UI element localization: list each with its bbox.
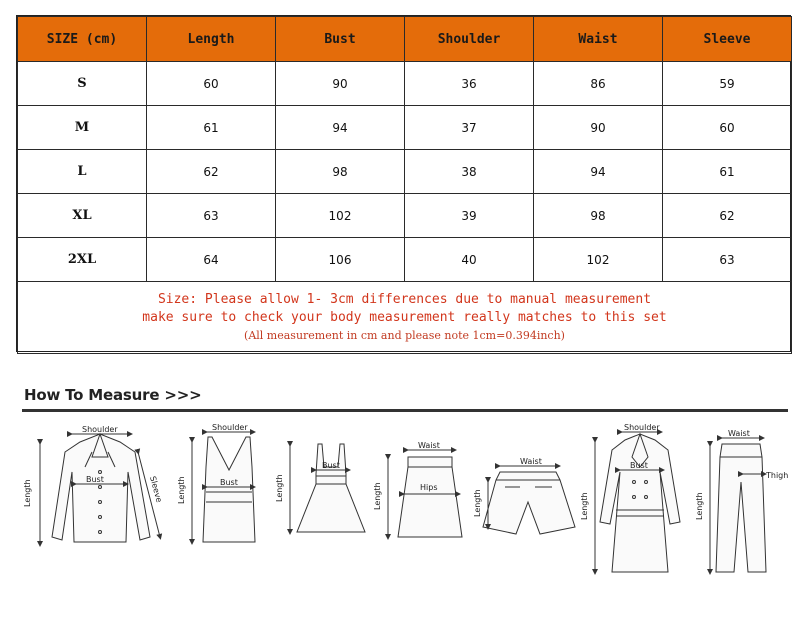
coat-bust-label: Bust	[630, 461, 648, 470]
tank-top-illustration	[192, 432, 255, 542]
size-cell: 2XL	[18, 238, 147, 282]
sleeve-cell: 61	[663, 150, 792, 194]
bust-cell: 94	[276, 106, 405, 150]
skirt-hips-label: Hips	[420, 483, 438, 492]
length-cell: 61	[147, 106, 276, 150]
blouse-illustration	[40, 434, 160, 544]
table-row	[18, 150, 792, 194]
shorts-waist-label: Waist	[520, 457, 542, 466]
dress-length-label: Length	[275, 474, 284, 502]
shoulder-cell: 38	[405, 150, 534, 194]
table-header-row	[18, 17, 792, 62]
size-cell: L	[18, 150, 147, 194]
trousers-waist-label: Waist	[728, 429, 750, 438]
table-row	[18, 194, 792, 238]
blouse-sleeve-label: Sleeve	[148, 475, 164, 504]
waist-cell: 94	[534, 150, 663, 194]
shoulder-cell: 37	[405, 106, 534, 150]
header-length: Length	[147, 17, 276, 62]
bust-cell: 102	[276, 194, 405, 238]
length-cell: 64	[147, 238, 276, 282]
skirt-illustration	[388, 450, 462, 537]
waist-cell: 90	[534, 106, 663, 150]
shorts-length-label: Length	[473, 489, 482, 517]
tank-bust-label: Bust	[220, 478, 238, 487]
bust-cell: 98	[276, 150, 405, 194]
note-line-1: Size: Please allow 1- 3cm differences due to manual measurement	[157, 291, 652, 307]
note-row	[18, 282, 792, 354]
sleeve-cell: 62	[663, 194, 792, 238]
trousers-thigh-label: Thigh	[766, 471, 789, 480]
header-size: SIZE (cm)	[18, 17, 147, 62]
note-line-2: make sure to check your body measurement really matches to this set	[142, 309, 667, 325]
coat-illustration	[595, 432, 680, 572]
sleeve-cell: 60	[663, 106, 792, 150]
size-cell: XL	[18, 194, 147, 238]
table-row	[18, 238, 792, 282]
tank-length-label: Length	[177, 476, 186, 504]
shoulder-cell: 40	[405, 238, 534, 282]
length-cell: 60	[147, 62, 276, 106]
coat-shoulder-label: Shoulder	[624, 423, 660, 432]
tank-shoulder-label: Shoulder	[212, 423, 248, 432]
sleeve-cell: 63	[663, 238, 792, 282]
bust-cell: 90	[276, 62, 405, 106]
skirt-length-label: Length	[373, 482, 382, 510]
blouse-bust-label: Bust	[86, 475, 104, 484]
header-waist: Waist	[534, 17, 663, 62]
skirt-waist-label: Waist	[418, 441, 440, 450]
table-row	[18, 106, 792, 150]
header-bust: Bust	[276, 17, 405, 62]
header-sleeve: Sleeve	[663, 17, 792, 62]
length-cell: 62	[147, 150, 276, 194]
measurement-note	[18, 282, 792, 354]
table-row	[18, 62, 792, 106]
trousers-illustration	[710, 438, 766, 572]
sleeve-cell: 59	[663, 62, 792, 106]
length-cell: 63	[147, 194, 276, 238]
waist-cell: 102	[534, 238, 663, 282]
shoulder-cell: 36	[405, 62, 534, 106]
waist-cell: 98	[534, 194, 663, 238]
blouse-shoulder-label: Shoulder	[82, 425, 118, 434]
waist-cell: 86	[534, 62, 663, 106]
bust-cell: 106	[276, 238, 405, 282]
blouse-length-label: Length	[23, 479, 32, 507]
how-to-measure-title: How To Measure >>>	[24, 386, 202, 404]
how-to-measure-diagrams	[0, 412, 807, 616]
coat-length-label: Length	[580, 492, 589, 520]
trousers-length-label: Length	[695, 492, 704, 520]
size-cell: M	[18, 106, 147, 150]
measure-illustrations	[0, 412, 807, 616]
dress-bust-label: Bust	[322, 461, 340, 470]
note-line-3: (All measurement in cm and please note 1cm=0.394inch)	[244, 328, 565, 342]
header-shoulder: Shoulder	[405, 17, 534, 62]
shorts-illustration	[483, 466, 575, 534]
size-cell: S	[18, 62, 147, 106]
size-chart-table	[17, 16, 792, 354]
dress-illustration	[290, 444, 365, 532]
shoulder-cell: 39	[405, 194, 534, 238]
